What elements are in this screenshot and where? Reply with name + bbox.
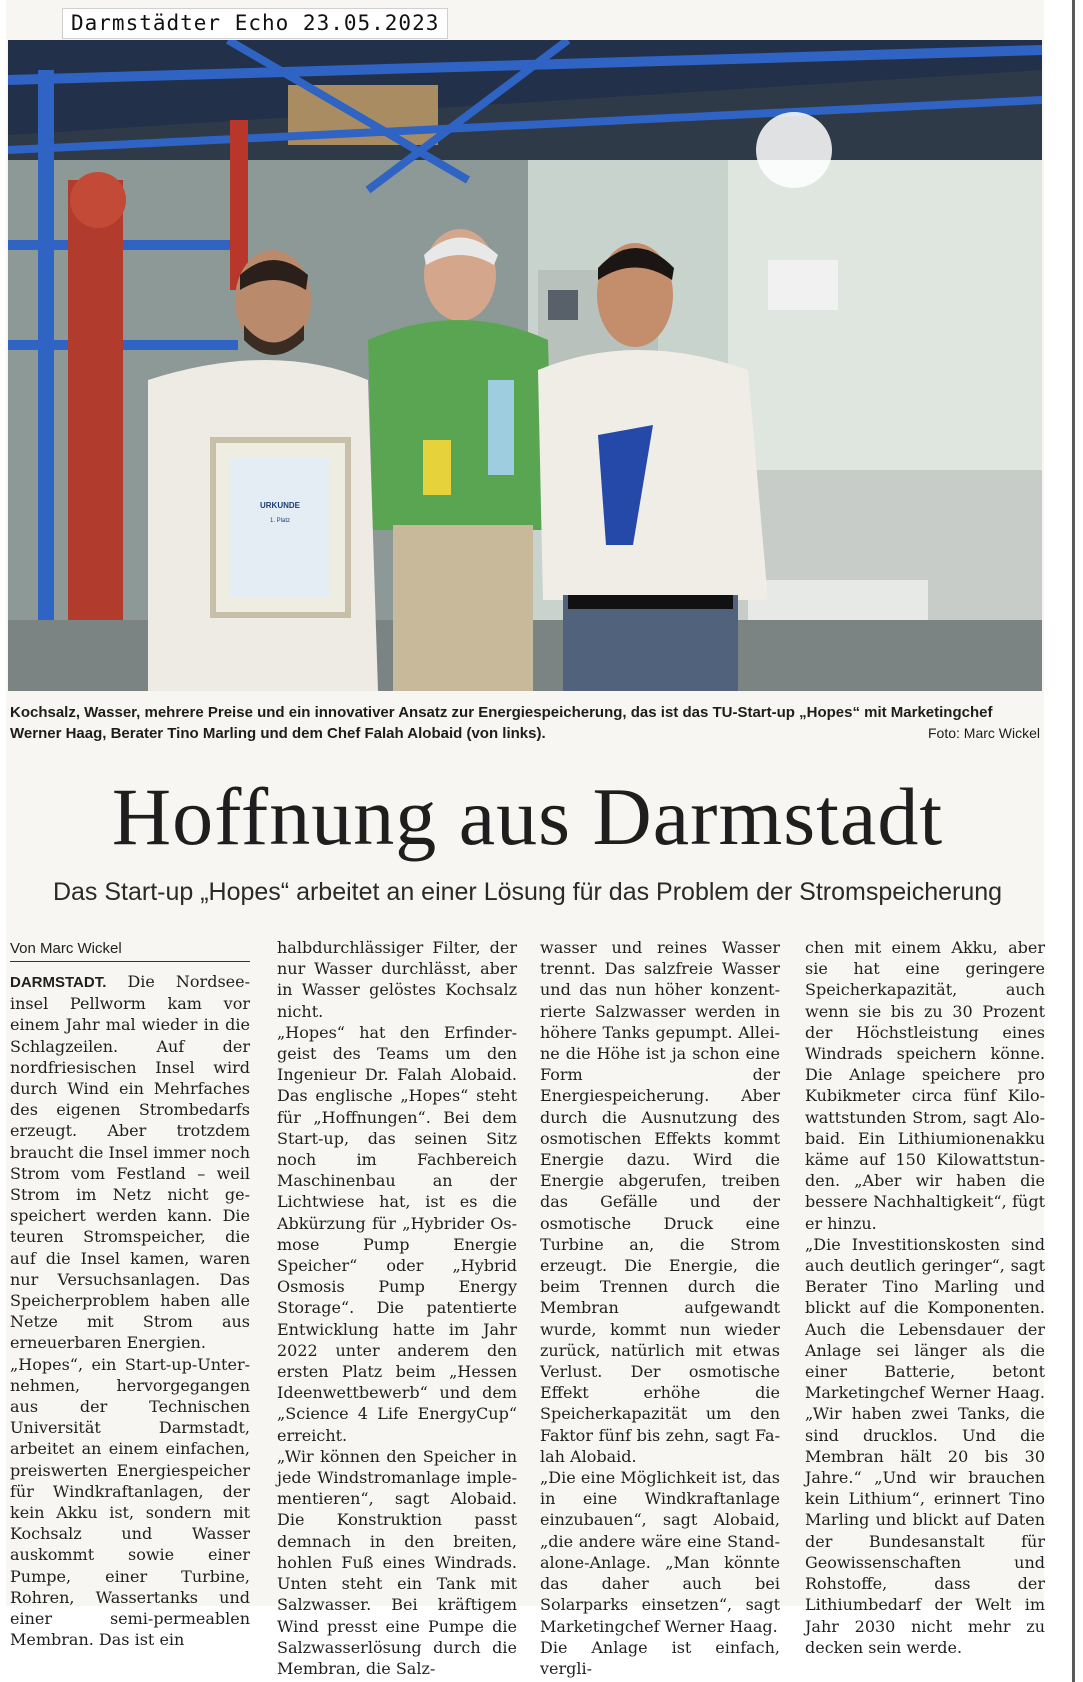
paragraph: „Hopes“, ein Start-up-Unternehmen, hervorgegangen aus der Technischen Universität Darmstadt, arbeitet an einem einfachen, preiswerten Energiespeicher für Windkraftanlagen, der kein Akku ist, sondern mit Kochsalz und Wasser auskommt sowie einer Pumpe, einer Turbine, Rohren, Wassertanks und einer semi-permeablen Membran. Das ist ein [10, 1354, 250, 1650]
paragraph-text: Die Nordseeinsel Pellworm kam vor einem Jahr mal wieder in die Schlagzeilen. Auf der nordfriesischen Insel wird durch Wind ein Mehrfaches des eigenen Strombedarfs erzeugt. Aber trotzdem braucht die Insel immer noch Strom vom Festland – weil Strom im Netz nicht gespeichert werden kann. Die teuren Stromspeicher, die auf die Insel kamen, waren nur Versuchsanlagen. Das Speicherproblem haben alle Netze mit Strom aus erneuerbaren Energien. [10, 972, 250, 1353]
article-column-1 [10, 971, 250, 1651]
article-subheadline: Das Start-up „Hopes“ arbeitet an einer Lösung für das Problem der Stromspeicherung [52, 878, 1003, 906]
source-label: Darmstädter Echo 23.05.2023 [62, 8, 448, 39]
article-headline: Hoffnung aus Darmstadt [111, 771, 944, 862]
paragraph: „Wir können den Speicher in jede Windstromanlage implementieren“, sagt Alobaid. Die Konstruktion passt demnach in den breiten, hohlen Fuß eines Windrads. Unten steht ein Tank mit Salzwasser. Bei kräftigem Wind presst eine Pumpe die Salzwasserlösung durch die Membran, die Salz- [277, 1446, 517, 1678]
paragraph: Die Anlage ist einfach, vergli- [540, 1637, 780, 1678]
photo-caption [10, 702, 1040, 744]
paragraph: „Die Investitionskosten sind auch deutlich geringer“, sagt Berater Tino Marling und blickt auf die Komponenten. Auch die Lebensdauer der Anlage sei länger als die einer Batterie, betont Marketingchef Werner Haag. „Wir haben zwei Tanks, die sind drucklos. Und die Membran hält 20 bis 30 Jahre.“ „Und wir brauchen kein Lithium“, erinnert Tino Marling und blickt auf Daten der Bundesanstalt für Geowissenschaften und Rohstoffe, dass der Lithiumbedarf der Welt im Jahr 2030 nicht mehr zu decken sein werde. [805, 1234, 1045, 1657]
article-column-3 [540, 937, 780, 1679]
scan-edge-line [1072, 0, 1075, 1682]
dateline: DARMSTADT. [10, 974, 107, 991]
article-photo [8, 40, 1042, 691]
paragraph: halbdurchlässiger Filter, der nur Wasser durchlässt, aber in Wasser gelöstes Kochsalz nicht. [277, 938, 517, 1021]
paragraph [10, 971, 250, 1354]
article-column-2 [277, 937, 517, 1679]
paragraph: „Hopes“ hat den Erfindergeist des Teams um den Ingenieur Dr. Falah Alobaid. Das englische „Hopes“ steht für „Hoffnungen“. Bei dem Start-up, das seinen Sitz noch im Fachbereich Maschinenbau an der Lichtwiese hat, ist es die Abkürzung für „Hybrider Osmose Pump Energie Speicher“ oder „Hybrid Osmosis Pump Energy Storage“. Die patentierte Entwicklung hatte im Jahr 2022 unter anderem den ersten Platz beim „Hessen Ideenwettbewerb“ und dem „Science 4 Life EnergyCup“ erreicht. [277, 1022, 517, 1445]
certificate-subtitle: 1. Platz [269, 518, 291, 524]
paragraph: chen mit einem Akku, aber sie hat eine geringere Speicherkapazität, auch wenn sie bis zu 30 Prozent der Höchstleistung eines Windrads speichern könne. Die Anlage speichere pro Kubikmeter circa fünf Kilowattstunden Strom, sagt Alobaid. Ein Lithiumionenakku käme auf 150 Kilowattstunden. „Aber wir haben die bessere Nachhaltigkeit“, fügt er hinzu. [805, 938, 1045, 1233]
caption-text: Kochsalz, Wasser, mehrere Preise und ein innovativer Ansatz zur Energiespeicherung, das ist das TU-Start-up „Hopes“ mit Marketingchef Werner Haag, Berater Tino Marling und dem Chef Falah Alobaid (von links). [10, 704, 993, 742]
paragraph: wasser und reines Wasser trennt. Das salzfreie Wasser und das nun höher konzentrierte Salzwasser werden in höhere Tanks gepumpt. Alleine die Höhe ist ja schon eine Form der Energiespeicherung. Aber durch die Ausnutzung des osmotischen Effekts kommt Energie dazu. Wird die Energie abgerufen, treiben das Gefälle und der osmotische Druck eine Turbine an, die Strom erzeugt. Die Energie, die beim Trennen durch die Membran aufgewandt wurde, kommt nun wieder zurück, natürlich mit etwas Verlust. Der osmotische Effekt erhöhe die Speicherkapazität um den Faktor fünf bis zehn, sagt Falah Alobaid. [540, 938, 780, 1466]
article-column-4 [805, 937, 1045, 1658]
certificate-title: URKUNDE [260, 501, 300, 510]
paragraph: „Die eine Möglichkeit ist, das in eine Windkraftanlage einzubauen“, sagt Alobaid, „die andere wäre eine Stand-alone-Anlage. „Man könnte das daher auch bei Solarparks einsetzen“, sagt Marketingchef Werner Haag. [540, 1468, 780, 1636]
article-byline: Von Marc Wickel [10, 940, 250, 962]
photo-credit: Foto: Marc Wickel [927, 725, 1040, 741]
